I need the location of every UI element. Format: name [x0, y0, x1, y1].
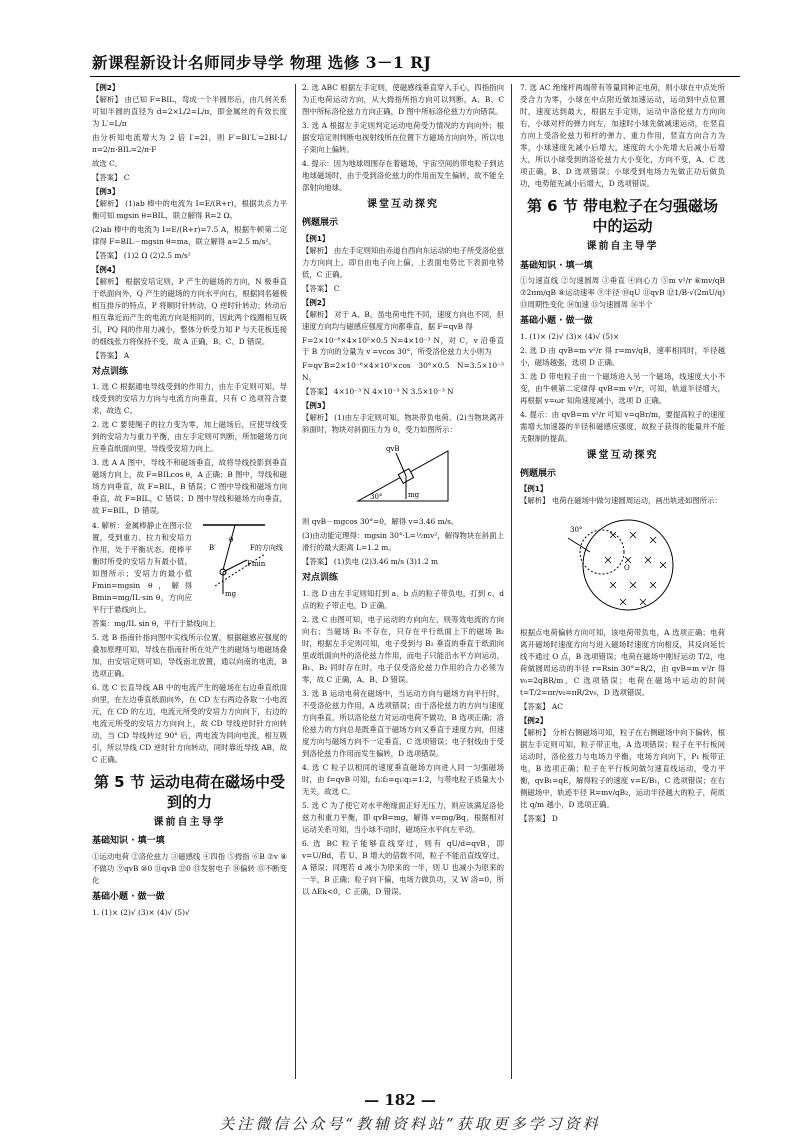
- paragraph: 4. 提示：由 qvB=m v²/r 可知 v=qBr/m，要提高粒子的速度需增大加速器的半径和磁感应强度，故粒子获得的能量并不能无限制的提高。: [520, 409, 725, 443]
- mg-label: mg: [225, 590, 237, 599]
- paragraph: 【答案】 C: [302, 283, 340, 293]
- paragraph: 【解析】 对于 A、B，虽电荷电性不同，速度方向也不同，但速度方向均与磁感应强度方向都垂直，据 F=qvB 得: [302, 309, 504, 331]
- field-cross-mark: [625, 557, 631, 563]
- paragraph: 3. 选 A A 图中，导线不和磁场垂直，故将导线投影到垂直磁场方向上，故 F=BILcos θ，A 正确；B 图中，导线和磁场方向垂直，故 F=BIL，B 错误；C 图中导线和磁场方向垂直，故 F=BIL，C 错误；D 图中导线和磁场方向垂直，故 F=BIL，D 错误。: [92, 458, 287, 516]
- paragraph: 3. 选 D 带电粒子由一个磁场进入另一个磁场，线速度大小不变，由牛顿第二定律得 qvB=m v²/r，可知，轨道半径增大，再根据 v=ωr 知角速度减小，选项 D 正确。: [520, 371, 725, 405]
- footer-note: 关注微信公众号“教辅资料站”获取更多学习资料: [219, 1115, 601, 1133]
- subsection-heading: 基础小题 · 做一做: [520, 316, 593, 327]
- example-label: 【例2】: [520, 716, 548, 726]
- angle-label: 30°: [370, 493, 383, 502]
- force-arrow: [223, 560, 247, 572]
- subsection-heading: 基础小题 · 做一做: [92, 891, 165, 902]
- field-cross-mark: [610, 532, 616, 538]
- angle-label: 30°: [569, 526, 582, 535]
- block-on-slope-figure: [302, 439, 504, 513]
- paragraph: 【解析】 由已知 F=BIL，弯成一个半圆形后，由几何关系可知半圆的直径为 d=2×L/2=L/π，即金属丝的有效长度为 L′=L/π: [92, 94, 287, 128]
- paragraph: 2. 选 C 要使绳子的拉力变为零，加上磁场后，应使导线受到的安培力与重力平衡，由左手定则可判断，所加磁场方向应垂直纸面向里，导线受安培力向上。: [92, 420, 287, 454]
- example-label: 【例3】: [92, 186, 120, 196]
- entry-line: [568, 538, 590, 552]
- theta-label: θ: [229, 536, 234, 545]
- suspension-line: [223, 525, 235, 570]
- column-divider: [511, 84, 512, 1079]
- example-label: 【例2】: [92, 83, 120, 92]
- paragraph: 【答案】 D: [520, 814, 558, 823]
- paragraph: 故选 C。: [92, 158, 123, 168]
- field-cross-mark: [640, 599, 646, 605]
- paragraph: F=qv′B=2×10⁻⁸×4×10⁵×cos 30°×0.5 N=3.5×10⁻³ N。: [302, 361, 504, 383]
- paragraph: (3)由动能定理得：mgsin 30°·L=½mv²，解得物块在斜面上滑行的最大距离 L=1.2 m。: [302, 531, 504, 553]
- paragraph: 【解析】 根据安培定则，P 产生的磁场的方向，N 极垂直于纸面向外，Q 产生的磁场的方向水平向右，根据同名磁极相互排斥的特点，P 将顺时针转动，Q 逆时针转动；转动后相互靠近而产生的电流方向是相同的，因此两个线圈相互吸引，PQ 间的作用力减小，整体分析受力知 P 与天花板连接的细线张力将保持不变，故 A 正确，B、C、D 错误。: [92, 276, 287, 346]
- page-header: 新课程新设计名师同步导学 物理 选修 3－1 RJ: [92, 53, 432, 72]
- example-label: 【例1】: [302, 233, 330, 243]
- qvb-label: qvB: [386, 445, 400, 454]
- paragraph: F=2×10⁻⁸×4×10⁵×0.5 N=4×10⁻³ N，对 C，v 沿垂直于 B 方向的分量为 v′=vcos 30°，所受洛伦兹力大小则为: [302, 335, 504, 357]
- paragraph: 根据点电荷偏转方向可知，该电荷带负电，A 选项正确；电荷离开磁场时速度方向与进入磁场时速度方向相反，其反向延长线不通过 O 点，B 选项错误；电荷在磁场中刚好运动 T/2，电荷做圆周运动的半径 r=Rsin 30°=R/2，由 qvB=m v²/r 得 v₀=2qBR/m，C 选项错误；电荷在磁场中运动的时间 t=T/2=πr/v₀=πR/2v₀，D 选项错误。: [520, 628, 725, 698]
- paragraph: 3. 选 B 运动电荷在磁场中，当运动方向与磁场方向平行时，不受洛伦兹力作用，A 选项错误；由于洛伦兹力的方向与速度方向垂直，所以洛伦兹力对运动电荷不做功，B 选项正确；洛伦兹力的方向总是既垂直于磁场方向又垂直于速度方向，但速度方向与磁场方向不一定垂直，C 选项错误；电子射线由于受到洛伦兹力作用而发生偏转，D 选项错误。: [302, 688, 504, 758]
- paragraph: 6. 选 C 长直导线 AB 中的电流产生的磁场在右边垂直纸面向里，在左边垂直纸面向外，在 CD 左右两边各取一小电流元，在 CD 的左边，电流元所受的安培力方向向下，右边的电流元所受的安培力方向向上，故 CD 导线逆时针方向转动，当 CD 导线转过 90° 后，两电流为同向电流，相互吸引，所以导线 CD 逆时针方向转动，同时靠近导线 AB，故 C 正确。: [92, 682, 287, 764]
- band-heading: 课前自主导学: [153, 817, 226, 829]
- paragraph: 4. 提示：因为地球周围存在着磁场，宇宙空间的带电粒子到达地球磁场时，由于受到洛伦兹力的作用而发生偏转，故不能全部射向地球。: [302, 158, 504, 192]
- paragraph: 则 qvB－mgcos 30°=0，解得 v=3.46 m/s。: [302, 517, 459, 527]
- mg-label: mg: [408, 491, 420, 500]
- column-divider: [295, 84, 296, 1079]
- direction-label: F的方向线: [250, 544, 283, 553]
- paragraph: 【答案】 4×10⁻³ N 4×10⁻³ N 3.5×10⁻³ N: [302, 387, 454, 397]
- paragraph: 1. (1)× (2)√ (3)× (4)√ (5)√: [92, 907, 190, 917]
- fmin-label: Fmin: [247, 560, 266, 569]
- subsection-heading: 例题展示: [302, 218, 339, 229]
- trajectory: [580, 530, 624, 574]
- paragraph: (2)ab 棒中的电流为 I=E/(R+r)=7.5 A，根据牛顿第二定律得 F=BIL－mgsin θ=ma，联立解得 a=2.5 m/s²。: [92, 224, 287, 246]
- paragraph: 1. 选 D 由左手定则知打到 a、b 点的粒子带负电，打到 c、d 点的粒子带正电，D 正确。: [302, 588, 504, 610]
- paragraph: 1. 选 C 根据通电导线受到的作用力，由左手定则可知，导线受到的安培力方向与电流方向垂直，只有 C 选项符合要求，故选 C。: [92, 382, 287, 416]
- page-number-value: 182: [384, 1091, 416, 1109]
- paragraph: ①匀速直线 ②匀速圆周 ③垂直 ④向心力 ⑤m v²/r ⑥mv/qB ⑦2πm/qB ⑧运动速率 ⑨半径 ⑩qU ⑪qvB ⑫1/B·√(2mU/q) ⑬周期性变化 ⑭加速 ⑮匀速圆周 ⑯半个: [520, 276, 725, 310]
- paragraph: 2. 选 D 由 qvB=m v²/r 得 r=mv/qB，速率相同时，半径越小，磁场越强，选项 D 正确。: [520, 345, 725, 367]
- field-cross-mark: [650, 537, 656, 543]
- subsection-heading: 基础知识 · 填一填: [520, 260, 593, 271]
- paragraph: 【解析】 电荷在磁场中做匀速圆周运动，画出轨迹如图所示：: [520, 496, 722, 506]
- paragraph: 【解析】 由左手定则知由赤道自西向东运动的电子所受洛伦兹力方向向上，即自由电子向上偏，上表面电势比下表面电势低，C 正确。: [302, 245, 504, 279]
- column-middle: [302, 82, 504, 1082]
- example-label: 【例4】: [92, 264, 120, 274]
- band-heading: 课堂互动探究: [367, 198, 439, 210]
- paragraph: 2. 选 ABC 根据左手定则，使磁感线垂直穿入手心，四指指向为正电荷运动方向，从大拇指所指方向可以判断，A、B、C 图中所标洛伦兹力方向正确，D 图中所标洛伦兹力方向错误。: [302, 83, 504, 116]
- field-cross-mark: [620, 599, 626, 605]
- paragraph: 【解析】 分析右侧磁场可知，粒子在右侧磁场中向下偏转，根据左手定则可知，粒子带正电，A 选项错误；粒子在平行板间运动时，洛伦兹力与电场力平衡，电场方向向下，P₁ 板带正电，B 选项正确；粒子在平行板间做匀速直线运动，受力平衡，qvB₁=qE，解得粒子的速度 v=E/B₁，C 选项错误；在右侧磁场中，轨迹半径 R=mv/qB₂，运动半径越大的粒子，荷质比 q/m 越小，D 选项正确。: [520, 728, 725, 810]
- band-heading: 课前自主导学: [586, 241, 659, 253]
- section-title: 第 5 节 运动电荷在磁场中受到的力: [93, 772, 286, 811]
- field-cross-mark: [650, 582, 656, 588]
- paragraph: 7. 选 AC 绝缘杆两端带有等量同种正电荷，则小球在中点处所受合力为零，小球在中点附近做加速运动，运动到中点位置时，速度达到最大，根据左手定则，运动中洛伦兹力方向向右，小球对杆的弹力向左，加速时小球先做减速运动，在竖直方向上受洛伦兹力和杆的弹力、重力作用，竖直方向合力为零，小球速度先减小后增大，速度的大小先增大后减小后增大，所以小球受到的洛伦兹力大小变化，方向不变，A、C 选项正确，B、D 选项错误；小球受到电场力先做正功后做负功，电势能先减小后增大，D 选项错误。: [520, 83, 725, 188]
- paragraph: 2. 选 C 由图可知，电子运动的方向向左，则等效电流的方向向右；当磁场 B₁ 不存在，只存在平行纸面上下的磁场 B₂ 时，根据左手定则可知，电子受到与 B₂ 垂直的垂直于纸面向里或纸面向外的洛伦兹力作用，而电子只能沿水平方向运动，B₁、B₂ 同时存在时，电子仅受洛伦兹力作用的合力必须为零，故 C 正确，A、B、D 错误。: [302, 614, 504, 684]
- section-title: 第 6 节 带电粒子在匀强磁场中的运动: [526, 196, 719, 236]
- band-heading: 课堂互动探究: [586, 449, 659, 461]
- column-right: [520, 82, 725, 1082]
- paragraph: 5. 选 C 为了使它对水平绝缘面正好无压力，则应该满足洛伦兹力和重力平衡，即 qvB=mg，解得 v=mg/Bq，根据相对运动关系可知，当小球不动时，磁场应水平向左平动。: [302, 800, 504, 834]
- header-rule: [90, 76, 740, 77]
- paragraph: 1. (1)× (2)√ (3)× (4)√ (5)×: [520, 331, 620, 341]
- paragraph: ①运动电荷 ②洛伦兹力 ③磁感线 ④四指 ⑤拇指 ⑥B ⑦v ⑧不做功 ⑨qvB ⑩0 ⑪qvB ⑫0 ⑬发射电子 ⑭偏转 ⑮不断变化: [92, 852, 287, 885]
- paragraph: 【答案】 (1)2 Ω (2)2.5 m/s²: [92, 250, 191, 260]
- paragraph: 【解析】 (1)ab 棒中的电流为 I=E/(R+r)，根据共点力平衡可知 mgsin θ=BIL，联立解得 R=2 Ω。: [92, 198, 287, 220]
- paragraph: 6. 选 BC 粒子能够直线穿过，则有 qU/d=qvB，即 v=U/Bd，若 U、B 增大的倍数不同，粒子不能沿直线穿过，A 错误；同理若 d 减小为原来的一半，则 U 也减小为原来的一半，B 正确；粒子向下偏，电场力做负功，又 W 洛=0，所以 ΔEk<0，C 正确，D 错误。: [302, 838, 504, 896]
- page-number: — 182 —: [364, 1091, 436, 1109]
- center-label: O: [623, 564, 630, 573]
- field-cross-mark: [610, 582, 616, 588]
- paragraph: 【答案】 (1)负电 (2)3.46 m/s (3)1.2 m: [302, 557, 439, 567]
- paragraph: 【答案】 C: [92, 172, 130, 182]
- paragraph: 答案：mg/IL sin θ，平行于悬线向上: [92, 618, 216, 628]
- subsection-heading: 对点训练: [92, 366, 129, 377]
- field-cross-mark: [630, 582, 636, 588]
- field-cross-mark: [605, 557, 611, 563]
- paragraph: 3. 选 A 根据左手定则判定运动电荷受力情况的方向向外；根据安培定则判断电视射线所在位置下方磁场方向向外，所以电子束向上偏转。: [302, 120, 504, 154]
- paragraph: 【答案】 A: [92, 350, 130, 360]
- field-cross-mark: [660, 562, 666, 568]
- example-label: 【例3】: [302, 401, 330, 411]
- example-label: 【例1】: [520, 484, 548, 494]
- circle-field-figure: [520, 510, 725, 624]
- paragraph: 5. 选 B 指南针指向图中实线所示位置，根据磁感应强度的叠加原理可知，导线在指南针所在处产生的磁场与地磁场叠加，由安培定则可知，导线南北放置，通以向南的电流，B 选项正确。: [92, 632, 287, 678]
- field-cross-mark: [645, 557, 651, 563]
- paragraph: 由分析知电流增大为 2 倍 I′=2I，则 F′=BI′L′=2BI·L/π=2/π·BIL=2/π·F: [92, 132, 287, 154]
- field-cross-mark: [630, 532, 636, 538]
- paragraph: 4. 解析：金属棒静止在图示位置，受到重力、拉力和安培力作用，处于平衡状态。使棒平衡时所受的安培力有最小值，如图所示；安培力的最小值 Fmin=mgsin θ，解得 Bmin=mg/IL·sin θ，方向应平行于悬线向上。: [92, 521, 192, 614]
- b-label: B′: [209, 544, 216, 553]
- column-left: [92, 82, 287, 1082]
- subsection-heading: 基础知识 · 填一填: [92, 836, 165, 847]
- subsection-heading: 对点训练: [302, 573, 339, 584]
- paragraph: 4. 选 C 粒子以相同的速度垂直磁场方向进入同一匀强磁场时，由 f=qvB 可知，f₁∶f₂=q₁∶q₂=1∶2，与带电粒子质量大小无关，故选 C。: [302, 762, 504, 796]
- direction-line: [215, 554, 265, 586]
- paragraph: 【答案】 AC: [520, 702, 563, 712]
- example-label: 【例2】: [302, 297, 330, 307]
- paragraph: 【解析】 (1)由左手定则可知，物块带负电荷。(2)当物块离开斜面时，物块对斜面压力为 0，受力如图所示：: [302, 413, 504, 435]
- subsection-heading: 例题展示: [520, 468, 557, 479]
